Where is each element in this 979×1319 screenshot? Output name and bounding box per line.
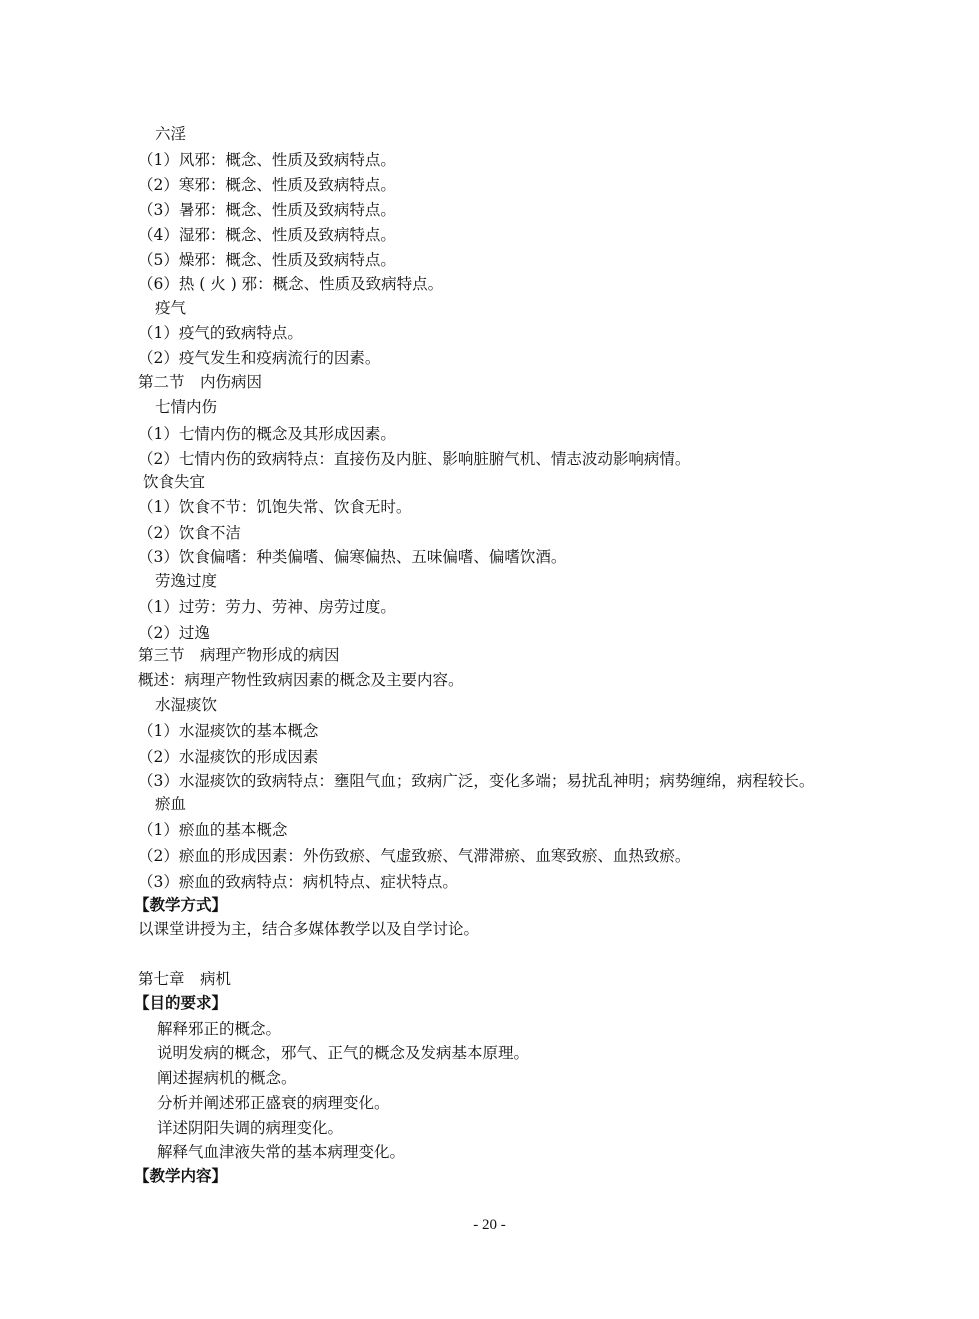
- subheading: 水湿痰饮: [155, 696, 218, 714]
- teaching-method-heading: 【教学方式】: [134, 895, 228, 914]
- list-item: （2）过逸: [138, 624, 210, 642]
- page-number: - 20 -: [473, 1217, 506, 1233]
- objective-item: 说明发病的概念，邪气、正气的概念及发病基本原理。: [157, 1044, 530, 1062]
- list-item: （3）饮食偏嗜：种类偏嗜、偏寒偏热、五味偏嗜、偏嗜饮酒。: [138, 548, 567, 566]
- objective-item: 详述阴阳失调的病理变化。: [157, 1119, 344, 1137]
- list-item: （4）湿邪：概念、性质及致病特点。: [138, 226, 396, 244]
- teaching-content-heading: 【教学内容】: [134, 1166, 228, 1185]
- list-item: （2）瘀血的形成因素：外伤致瘀、气虚致瘀、气滞滞瘀、血寒致瘀、血热致瘀。: [138, 847, 691, 865]
- list-item: （1）过劳：劳力、劳神、房劳过度。: [138, 598, 396, 616]
- subheading: 饮食失宜: [143, 473, 206, 491]
- list-item: （3）瘀血的致病特点：病机特点、症状特点。: [138, 873, 458, 891]
- list-item: （1）水湿痰饮的基本概念: [138, 722, 319, 740]
- objective-item: 分析并阐述邪正盛衰的病理变化。: [157, 1094, 390, 1112]
- subheading: 七情内伤: [155, 398, 218, 416]
- list-item: （6）热 ( 火 ) 邪：概念、性质及致病特点。: [138, 275, 444, 293]
- teaching-method-text: 以课堂讲授为主，结合多媒体教学以及自学讨论。: [138, 920, 480, 938]
- overview-text: 概述：病理产物性致病因素的概念及主要内容。: [138, 671, 464, 689]
- section-heading: 第二节 内伤病因: [138, 373, 263, 391]
- chapter-heading: 第七章 病机: [138, 970, 232, 988]
- section-heading: 第三节 病理产物形成的病因: [138, 646, 340, 664]
- objective-item: 解释邪正的概念。: [157, 1020, 282, 1038]
- list-item: （2）疫气发生和疫病流行的因素。: [138, 349, 381, 367]
- subheading: 瘀血: [155, 795, 187, 813]
- list-item: （3）水湿痰饮的致病特点：壅阻气血；致病广泛，变化多端；易扰乱神明；病势缠绵，病程较长。: [138, 772, 815, 790]
- list-item: （3）暑邪：概念、性质及致病特点。: [138, 201, 396, 219]
- list-item: （1）疫气的致病特点。: [138, 324, 303, 342]
- subheading: 劳逸过度: [155, 572, 218, 590]
- list-item: （2）七情内伤的致病特点：直接伤及内脏、影响脏腑气机、情志波动影响病情。: [138, 450, 691, 468]
- heading-pestilent-qi: 疫气: [155, 299, 187, 317]
- objective-item: 阐述握病机的概念。: [157, 1069, 297, 1087]
- list-item: （1）饮食不节：饥饱失常、饮食无时。: [138, 498, 412, 516]
- heading-six-excesses: 六淫: [155, 125, 187, 143]
- list-item: （2）饮食不洁: [138, 524, 241, 542]
- list-item: （1）七情内伤的概念及其形成因素。: [138, 425, 396, 443]
- list-item: （1）风邪：概念、性质及致病特点。: [138, 151, 396, 169]
- list-item: （5）燥邪：概念、性质及致病特点。: [138, 251, 396, 269]
- list-item: （2）水湿痰饮的形成因素: [138, 748, 319, 766]
- objectives-heading: 【目的要求】: [134, 993, 228, 1012]
- objective-item: 解释气血津液失常的基本病理变化。: [157, 1143, 406, 1161]
- list-item: （1）瘀血的基本概念: [138, 821, 288, 839]
- list-item: （2）寒邪：概念、性质及致病特点。: [138, 176, 396, 194]
